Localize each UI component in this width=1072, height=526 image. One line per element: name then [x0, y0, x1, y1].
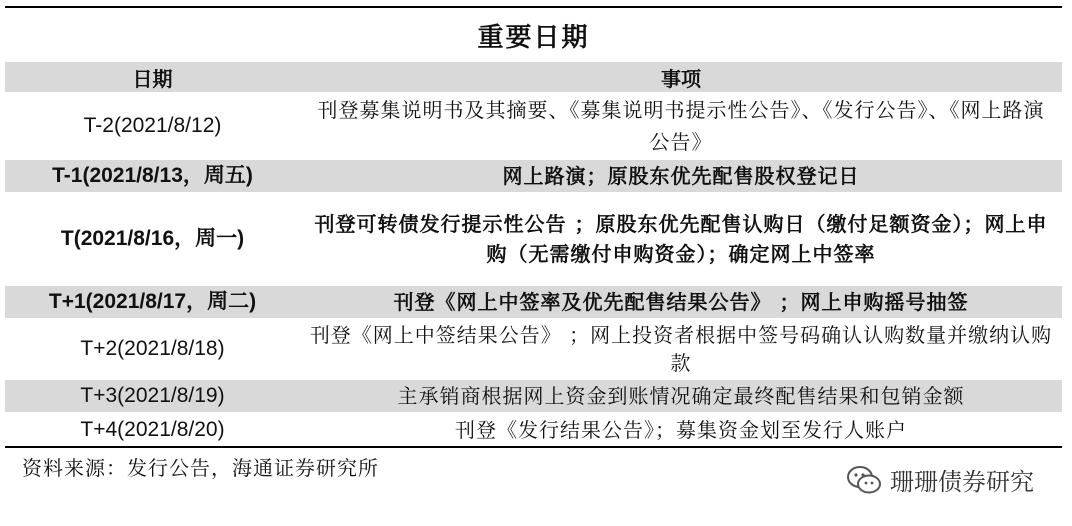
table-row: [5, 379, 1062, 413]
row-date: T-1(2021/8/13，周五): [5, 159, 300, 193]
row-event: 刊登可转债发行提示性公告 ；原股东优先配售认购日（缴付足额资金）；网上申购（无需缴付申购资金）；确定网上中签率: [300, 193, 1062, 285]
row-date: T+2(2021/8/18): [5, 319, 300, 379]
row-event: 网上路演；原股东优先配售股权登记日: [300, 159, 1062, 193]
row-event: 刊登募集说明书及其摘要、《募集说明书提示性公告》、《发行公告》、《网上路演公告》: [300, 93, 1062, 159]
row-event: 主承销商根据网上资金到账情况确定最终配售结果和包销金额: [300, 379, 1062, 413]
table-row: [5, 319, 1062, 379]
row-event: 刊登《发行结果公告》；募集资金划至发行人账户: [300, 413, 1062, 447]
table-row: [5, 285, 1062, 319]
row-date: T+3(2021/8/19): [5, 379, 300, 413]
table-row: [5, 93, 1062, 159]
row-event: 刊登《网上中签率及优先配售结果公告》 ；网上申购摇号抽签: [300, 285, 1062, 319]
row-date: T+1(2021/8/17，周二): [5, 285, 300, 319]
row-date: T+4(2021/8/20): [5, 413, 300, 447]
table-row: [5, 413, 1062, 447]
table-header-row: [5, 62, 1062, 93]
key-dates-table: [5, 62, 1062, 448]
row-event: 刊登《网上中签结果公告》 ；网上投资者根据中签号码确认认购数量并缴纳认购款: [300, 319, 1062, 379]
watermark: [846, 462, 1034, 497]
table-title: 重要日期: [5, 6, 1062, 64]
row-date: T-2(2021/8/12): [5, 93, 300, 159]
header-event: 事项: [300, 62, 1062, 93]
wechat-icon: [846, 465, 882, 495]
table-row: [5, 159, 1062, 193]
row-date: T(2021/8/16，周一): [5, 193, 300, 285]
source-note: 资料来源：发行公告，海通证券研究所: [22, 456, 379, 480]
table-row: [5, 193, 1062, 285]
watermark-text: 珊珊债券研究: [890, 468, 1034, 496]
header-date: 日期: [5, 62, 300, 93]
